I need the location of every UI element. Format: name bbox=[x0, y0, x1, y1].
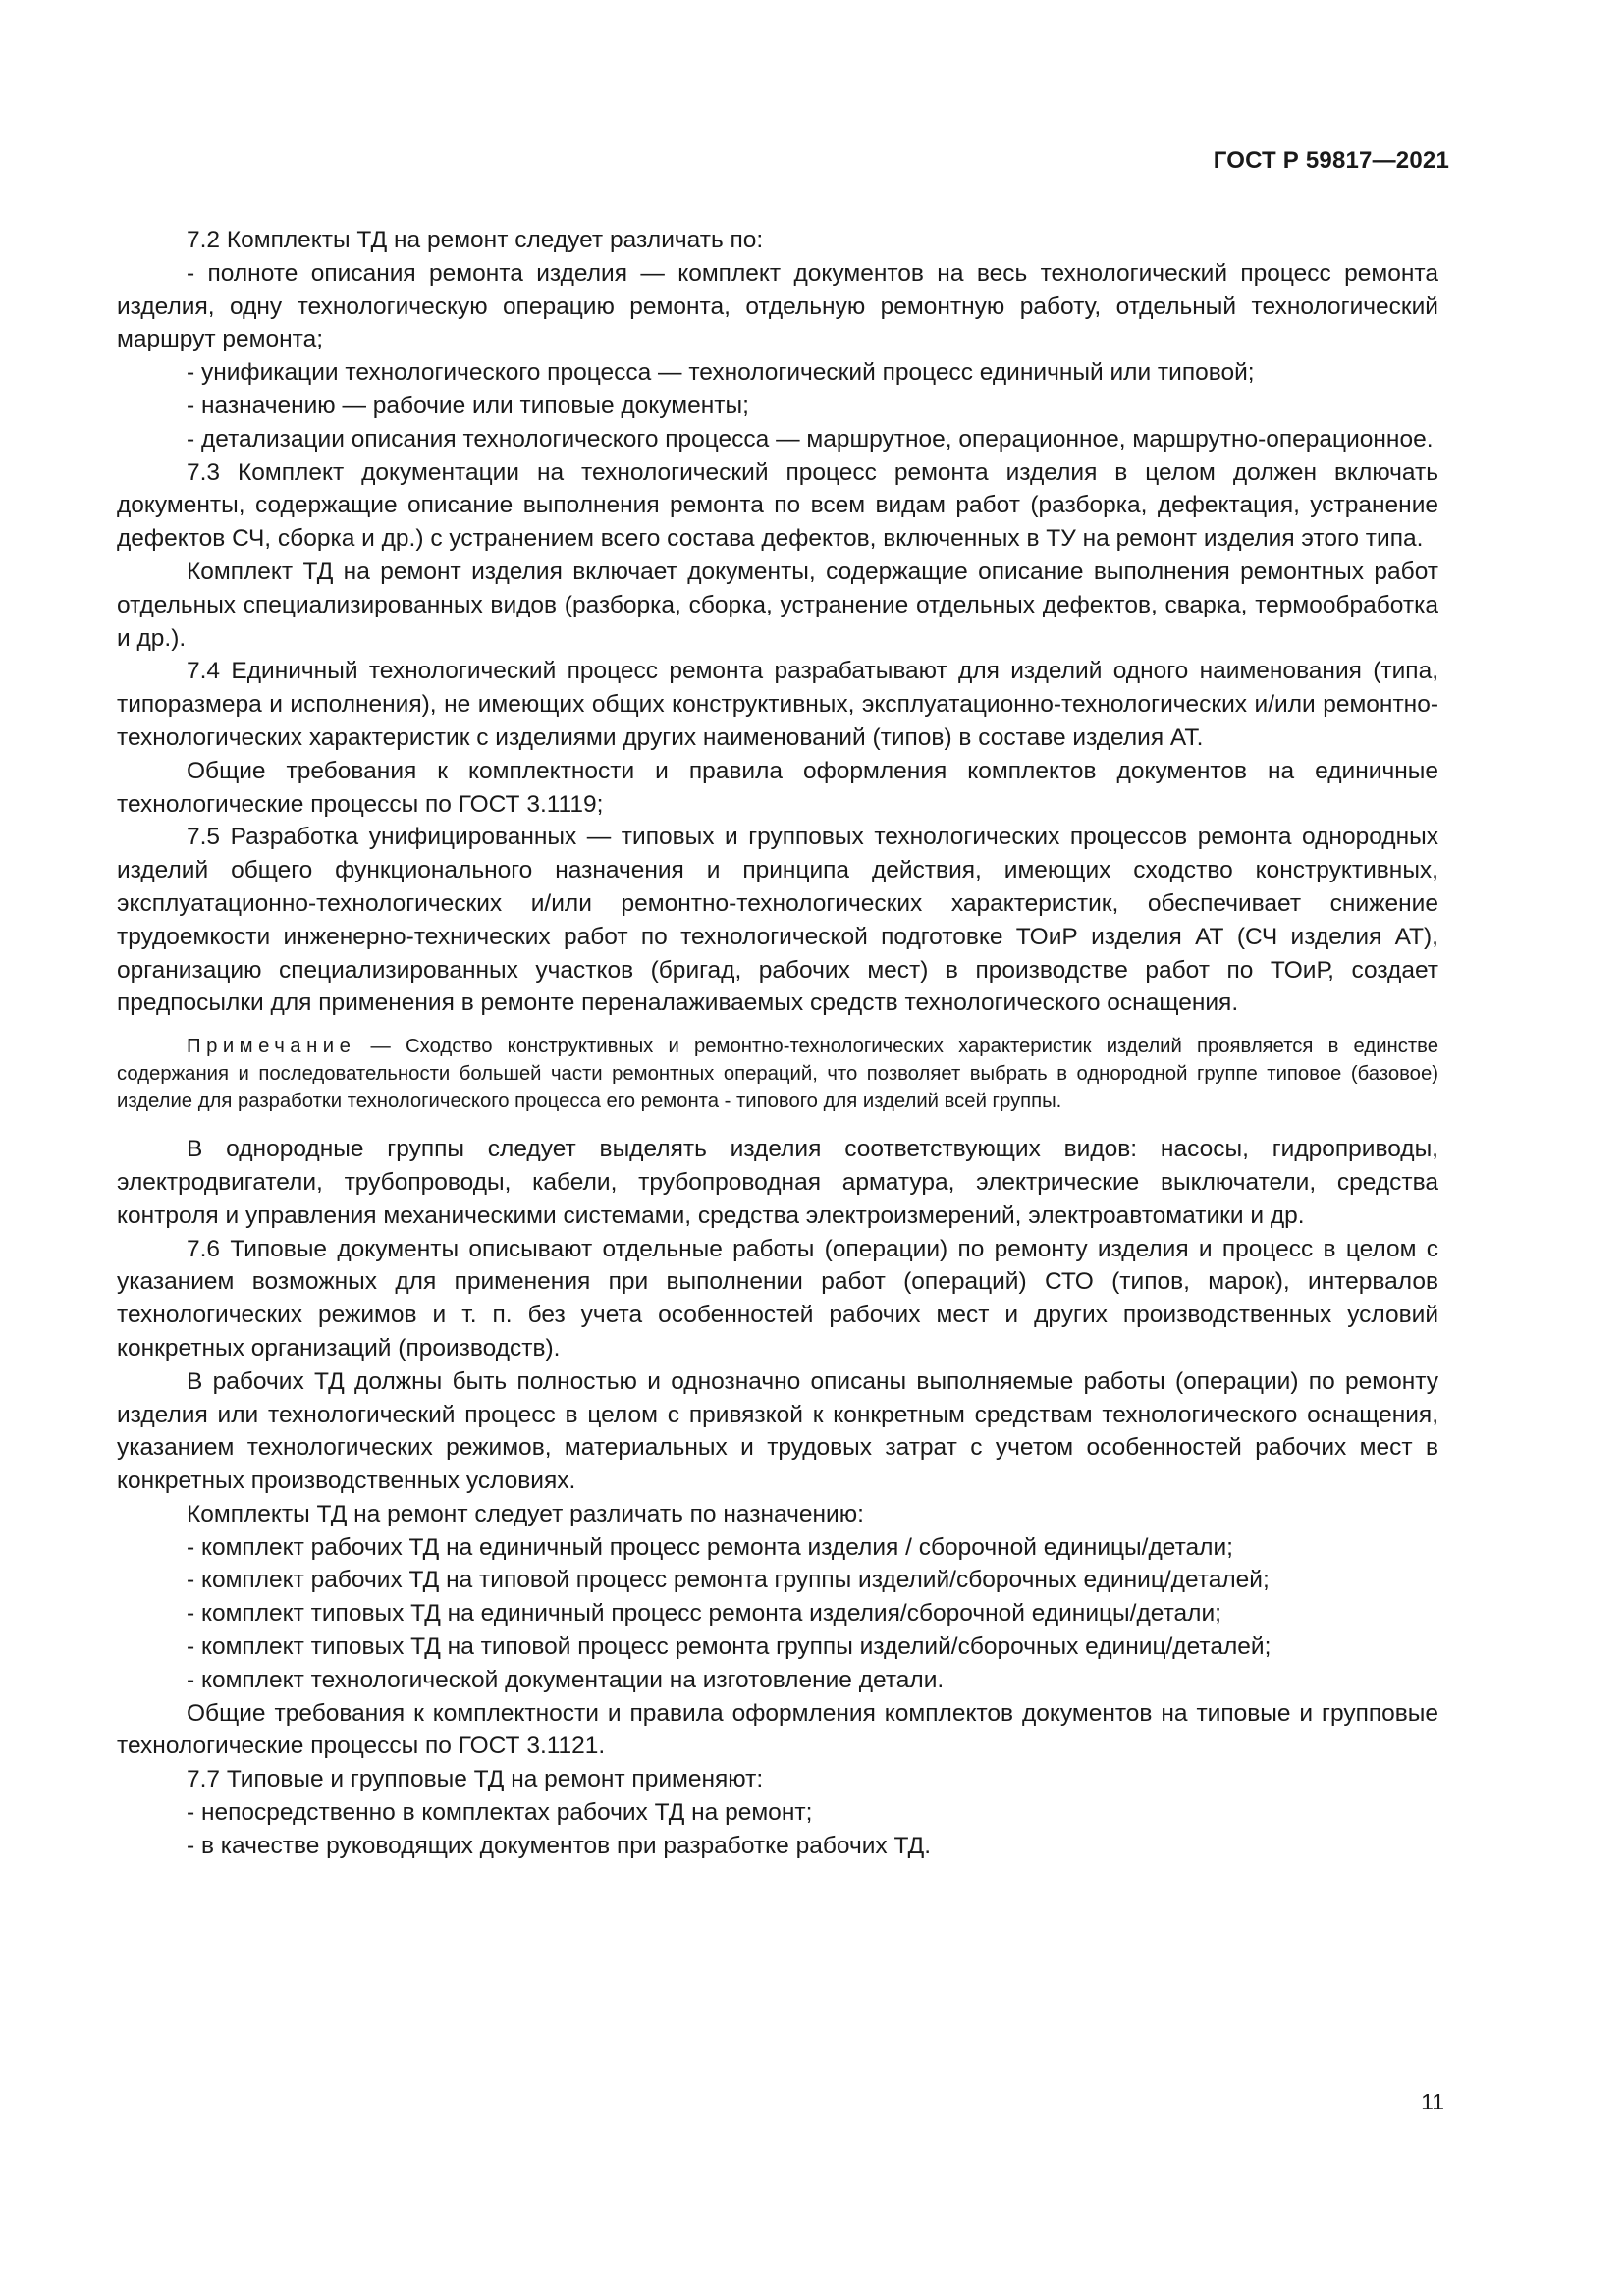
list-item-typical-typical: - комплект типовых ТД на типовой процесс ремонта группы изделий/сборочных единиц/деталей; bbox=[187, 1633, 1272, 1661]
standard-code-header: ГОСТ Р 59817—2021 bbox=[1213, 147, 1449, 174]
paragraph-7-2-intro: 7.2 Комплекты ТД на ремонт следует различать по: bbox=[187, 227, 764, 253]
paragraph-7-7: 7.7 Типовые и групповые ТД на ремонт применяют: bbox=[187, 1766, 764, 1793]
list-item-purpose: - назначению — рабочие или типовые документы; bbox=[187, 392, 749, 419]
list-item-working-typical: - комплект рабочих ТД на типовой процесс ремонта группы изделий/сборочных единиц/деталей; bbox=[187, 1567, 1270, 1594]
page-number: 11 bbox=[1421, 2089, 1444, 2114]
note-block bbox=[117, 1033, 1438, 1115]
paragraph-td-kit: Комплект ТД на ремонт изделия включает документы, содержащие описание выполнения ремонтных работ отдельных специализированных видов (разборка, сборка, устранение отдельных дефектов, сварка, термообработка и др.). bbox=[117, 558, 1438, 652]
paragraph-7-4: 7.4 Единичный технологический процесс ремонта разрабатывают для изделий одного наименования (типа, типоразмера и исполнения), не имеющих общих конструктивных, эксплуатационно-технологических и/или ремонтно-технологических характеристик с изделиями других наименований (типов) в составе изделия АТ. bbox=[117, 658, 1438, 751]
paragraph-7-3: 7.3 Комплект документации на технологический процесс ремонта изделия в целом должен включать документы, содержащие описание выполнения ремонта по всем видам работ (разборка, дефектация, устранение дефектов СЧ, сборка и др.) с устранением всего состава дефектов, включенных в ТУ на ремонт изделия этого типа. bbox=[117, 458, 1438, 553]
paragraph-working-td: В рабочих ТД должны быть полностью и однозначно описаны выполняемые работы (операции) по ремонту изделия или технологический процесс в целом с привязкой к конкретным средствам технологического оснащения, указанием технологических режимов, материальных и трудовых затрат с учетом особенностей рабочих мест в конкретных производственных условиях. bbox=[117, 1367, 1438, 1495]
paragraph-7-6: 7.6 Типовые документы описывают отдельные работы (операции) по ремонту изделия и процесс в целом с указанием возможных для применения при выполнении работ (операций) СТО (типов, марок), интервалов технологических режимов и т. п. без учета особенностей рабочих мест и других производственных условий конкретных организаций (производств). bbox=[117, 1235, 1438, 1362]
note-label: Примечание bbox=[187, 1036, 356, 1058]
paragraph-general-requirements-typical: Общие требования к комплектности и правила оформления комплектов документов на типовые и групповые технологические процессы по ГОСТ 3.1121. bbox=[117, 1699, 1438, 1760]
paragraph-general-requirements-single: Общие требования к комплектности и правила оформления комплектов документов на единичные технологические процессы по ГОСТ 3.1119; bbox=[117, 757, 1438, 818]
list-item-completeness: - полноте описания ремонта изделия — комплект документов на весь технологический процесс ремонта изделия, одну технологическую операцию ремонта, отдельную ремонтную работу, отдельный технологический маршрут ремонта; bbox=[117, 259, 1438, 353]
list-item-detailing: - детализации описания технологического процесса — маршрутное, операционное, маршрутно-операционное. bbox=[187, 425, 1434, 453]
document-body bbox=[117, 224, 1438, 1863]
paragraph-homogeneous-groups: В однородные группы следует выделять изделия соответствующих видов: насосы, гидроприводы, электродвигатели, трубопроводы, кабели, трубопроводная арматура, электрические выключатели, средства контроля и управления механическими системами, средства электроизмерений, электроавтоматики и др. bbox=[117, 1136, 1438, 1229]
list-item-working-single: - комплект рабочих ТД на единичный процесс ремонта изделия / сборочной единицы/детали; bbox=[187, 1533, 1233, 1561]
list-item-manufacturing: - комплект технологической документации на изготовление детали. bbox=[187, 1666, 945, 1693]
list-item-directly: - непосредственно в комплектах рабочих ТД на ремонт; bbox=[187, 1799, 813, 1827]
list-item-guidance: - в качестве руководящих документов при разработке рабочих ТД. bbox=[187, 1832, 932, 1859]
note-text: — Сходство конструктивных и ремонтно-технологических характеристик изделий проявляется в единстве содержания и последовательности большей части ремонтных операций, что позволяет выбрать в однородной группе типовое (базовое) изделие для разработки технологического процесса его ремонта - типового для изделий всей группы. bbox=[117, 1036, 1438, 1113]
list-item-unification: - унификации технологического процесса — технологический процесс единичный или типовой; bbox=[187, 359, 1255, 387]
paragraph-kits-by-purpose: Комплекты ТД на ремонт следует различать по назначению: bbox=[187, 1500, 864, 1527]
list-item-typical-single: - комплект типовых ТД на единичный процесс ремонта изделия/сборочной единицы/детали; bbox=[187, 1600, 1221, 1628]
paragraph-7-5: 7.5 Разработка унифицированных — типовых и групповых технологических процессов ремонта однородных изделий общего функционального назначения и принципа действия, имеющих сходство конструктивных, эксплуатационно-технологических и/или ремонтно-технологических характеристик, обеспечивает снижение трудоемкости инженерно-технических работ по технологической подготовке ТОиР изделия АТ (СЧ изделия АТ), организацию специализированных участков (бригад, рабочих мест) в производстве работ по ТОиР, создает предпосылки для применения в ремонте переналаживаемых средств технологического оснащения. bbox=[117, 824, 1438, 1017]
